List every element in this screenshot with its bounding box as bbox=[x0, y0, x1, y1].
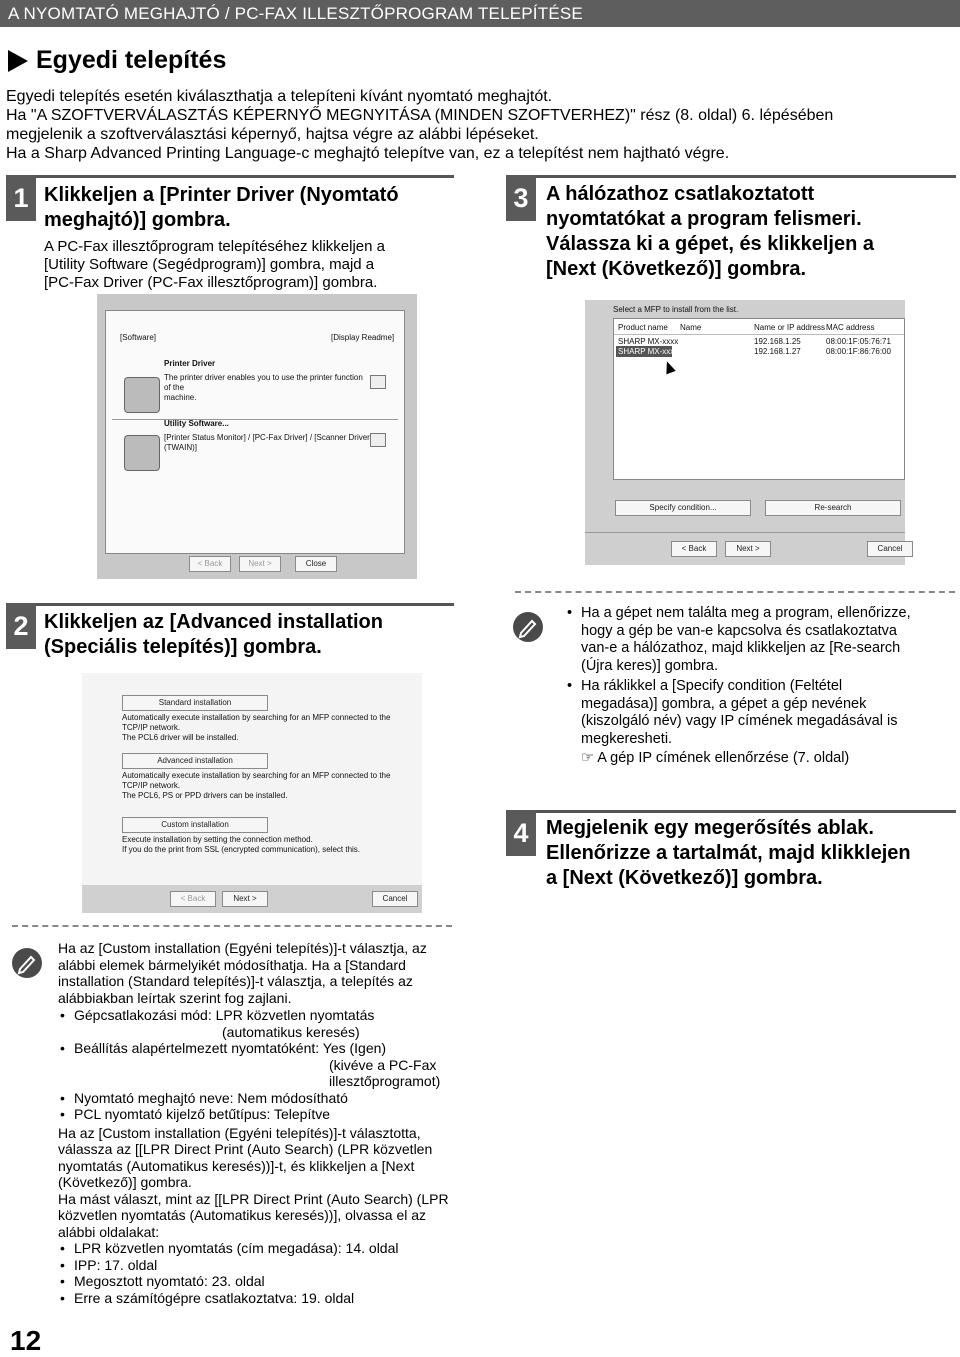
desc-line: The PCL6, PS or PPD drivers can be installed. bbox=[122, 791, 288, 800]
next-button[interactable]: Next > bbox=[239, 556, 281, 572]
readme-icon[interactable] bbox=[370, 375, 386, 389]
desc-line: Execute installation by setting the connection method. bbox=[122, 835, 313, 844]
note-bullet bbox=[58, 1040, 458, 1090]
cursor-icon bbox=[662, 360, 676, 375]
readme-icon[interactable] bbox=[370, 433, 386, 447]
note-bullet bbox=[565, 605, 955, 675]
step-title bbox=[44, 183, 454, 233]
step-number: 3 bbox=[506, 175, 536, 221]
note-line: • PCL nyomtató kijelző betűtípus: Telepítve bbox=[74, 1106, 331, 1122]
step-title-line: A hálózathoz csatlakoztatott bbox=[546, 183, 815, 205]
page-reference[interactable] bbox=[565, 750, 955, 768]
intro-paragraph bbox=[6, 87, 951, 163]
step-title bbox=[546, 816, 956, 891]
note-line: hogy a gép be van-e kapcsolva és csatlakoztatva bbox=[581, 622, 897, 639]
triangle-icon bbox=[8, 50, 28, 72]
close-button[interactable]: Close bbox=[295, 556, 337, 572]
note-line: (kiszolgáló név) vagy IP címének megadásával is bbox=[581, 713, 898, 729]
step-title-line: Ellenőrizze a tartalmát, majd klikklejen bbox=[546, 842, 911, 864]
step-title bbox=[44, 610, 454, 660]
step-title-line: Klikkeljen az [Advanced installation bbox=[44, 611, 383, 633]
step-body-line: [Utility Software (Segédprogram)] gombra, majd a bbox=[44, 256, 375, 273]
utility-software-desc bbox=[164, 433, 374, 453]
desc-line: The printer driver enables you to use the printer function of the bbox=[164, 373, 363, 392]
printer-list[interactable] bbox=[613, 318, 905, 480]
row-product[interactable]: SHARP MX-xxxx bbox=[618, 347, 679, 356]
reference-text[interactable]: A gép IP címének ellenőrzése (7. oldal) bbox=[597, 750, 850, 766]
step-body-line: A PC-Fax illesztőprogram telepítéséhez klikkeljen a bbox=[44, 238, 385, 255]
page-link[interactable]: • Erre a számítógépre csatlakoztatva: 19. oldal bbox=[58, 1290, 458, 1307]
note-line: nyomtatás (Automatikus keresés))]-t, és klikkeljen a [Next bbox=[58, 1157, 415, 1174]
note-line: • Ha a gépet nem találta meg a program, ellenőrizze, bbox=[581, 605, 911, 621]
standard-installation-button[interactable]: Standard installation bbox=[122, 695, 268, 711]
step-number: 1 bbox=[6, 175, 36, 221]
header-divider bbox=[614, 334, 904, 335]
note-line: • Ha ráklikkel a [Specify condition (Feltétel bbox=[581, 678, 843, 694]
custom-desc bbox=[122, 835, 412, 855]
column-header[interactable]: Product name bbox=[618, 323, 668, 332]
step-title-line: [Next (Következő)] gombra. bbox=[546, 258, 807, 280]
section-title bbox=[8, 46, 226, 75]
divider bbox=[112, 419, 398, 420]
note-line: (Következő)] gombra. bbox=[58, 1174, 192, 1190]
note-block bbox=[58, 940, 458, 1306]
note-line: közvetlen nyomtatás (Automatikus keresés))], olvassa el az bbox=[58, 1207, 427, 1223]
note-line: megkeresheti. bbox=[581, 730, 673, 747]
note-line: megadása)] gombra, a gépet a gép nevének bbox=[581, 695, 867, 712]
desc-line: [Printer Status Monitor] / [PC-Fax Driver] / [Scanner Driver bbox=[164, 433, 370, 442]
note-line: alábbi oldalakat: bbox=[58, 1223, 160, 1240]
note-line: Ha az [Custom installation (Egyéni telepítés)]-t választja, az bbox=[58, 940, 427, 956]
note-line: (kivéve a PC-Fax bbox=[329, 1056, 437, 1073]
software-selection-screenshot bbox=[97, 294, 417, 579]
note-divider bbox=[515, 591, 955, 593]
note-block bbox=[565, 605, 955, 768]
dialog-panel bbox=[105, 310, 405, 554]
row-mac[interactable]: 08:00:1F:05:76:71 bbox=[826, 337, 891, 346]
step-title bbox=[546, 182, 956, 282]
page-link[interactable]: • IPP: 17. oldal bbox=[58, 1257, 458, 1274]
next-button[interactable]: Next > bbox=[725, 541, 771, 557]
step-number: 2 bbox=[6, 603, 36, 649]
step-rule bbox=[506, 810, 956, 813]
standard-desc bbox=[122, 713, 412, 743]
running-header: A NYOMTATÓ MEGHAJTÓ / PC-FAX ILLESZTŐPROGRAM TELEPÍTÉSE bbox=[0, 0, 960, 27]
note-line: illesztőprogramot) bbox=[329, 1073, 441, 1089]
step-number: 4 bbox=[506, 810, 536, 856]
note-bullet bbox=[58, 1090, 458, 1107]
step-rule bbox=[506, 175, 956, 178]
printer-driver-title[interactable]: Printer Driver bbox=[164, 359, 216, 368]
intro-line: Ha "A SZOFTVERVÁLASZTÁS KÉPERNYŐ MEGNYITÁSA (MINDEN SZOFTVERHEZ)" rész (8. oldal) 6. lépésében bbox=[6, 107, 834, 124]
page-number: 12 bbox=[10, 1325, 42, 1356]
pointing-hand-icon: ☞ bbox=[581, 750, 594, 766]
step-title-line: Megjelenik egy megerősítés ablak. bbox=[546, 817, 874, 839]
display-readme-link[interactable]: [Display Readme] bbox=[331, 333, 395, 342]
advanced-desc bbox=[122, 771, 412, 801]
note-line: (Újra keres)] gombra. bbox=[581, 657, 718, 674]
note-line: van-e a hálózathoz, majd klikkeljen az [Re-search bbox=[581, 640, 901, 656]
note-bullet bbox=[58, 1106, 458, 1123]
desc-line: Automatically execute installation by searching for an MFP connected to the TCP/IP network. bbox=[122, 771, 391, 790]
advanced-installation-button[interactable]: Advanced installation bbox=[122, 753, 268, 769]
custom-installation-button[interactable]: Custom installation bbox=[122, 817, 268, 833]
install-type-screenshot bbox=[82, 673, 422, 913]
note-bullet bbox=[58, 1007, 458, 1040]
desc-line: machine. bbox=[164, 393, 197, 402]
note-line: • Nyomtató meghajtó neve: Nem módosítható bbox=[74, 1089, 348, 1106]
page-link[interactable]: • Megosztott nyomtató: 23. oldal bbox=[58, 1273, 458, 1290]
step-title-line: meghajtó)] gombra. bbox=[44, 209, 231, 231]
printer-driver-desc bbox=[164, 373, 364, 403]
list-caption: Select a MFP to install from the list. bbox=[613, 305, 739, 314]
step-body-line: [PC-Fax Driver (PC-Fax illesztőprogram)] gombra. bbox=[44, 274, 378, 291]
desc-line: (TWAIN)] bbox=[164, 443, 198, 452]
column-header[interactable]: Name or IP address bbox=[754, 323, 825, 332]
note-bullet bbox=[565, 678, 955, 748]
note-line: (automatikus keresés) bbox=[222, 1023, 360, 1040]
software-label: [Software] bbox=[120, 333, 157, 342]
column-header[interactable]: Name bbox=[680, 323, 702, 332]
note-line: Ha az [Custom installation (Egyéni telepítés)]-t választotta, bbox=[58, 1124, 421, 1141]
row-mac[interactable]: 08:00:1F:86:76:00 bbox=[826, 347, 891, 356]
step-title-line: Klikkeljen a [Printer Driver (Nyomtató bbox=[44, 184, 399, 206]
dialog-panel bbox=[82, 673, 422, 885]
specify-condition-button[interactable]: Specify condition... bbox=[615, 500, 751, 516]
divider bbox=[585, 532, 905, 533]
page-link[interactable]: • LPR közvetlen nyomtatás (cím megadása): 14. oldal bbox=[58, 1240, 458, 1257]
step-title-line: Válassza ki a gépet, és klikkeljen a bbox=[546, 233, 874, 255]
note-paragraph bbox=[58, 1125, 458, 1191]
desc-line: The PCL6 driver will be installed. bbox=[122, 733, 239, 742]
intro-line: megjelenik a szoftverválasztási képernyő, hajtsa végre az alábbi lépéseket. bbox=[6, 126, 539, 143]
note-line: • Gépcsatlakozási mód: LPR közvetlen nyomtatás bbox=[74, 1007, 375, 1023]
note-line: Ha mást választ, mint az [[LPR Direct Print (Auto Search) (LPR bbox=[58, 1190, 449, 1207]
column-header[interactable]: MAC address bbox=[826, 323, 875, 332]
step-title-line: nyomtatókat a program felismeri. bbox=[546, 208, 862, 230]
pencil-note-icon bbox=[513, 612, 543, 642]
row-ip[interactable]: 192.168.1.27 bbox=[754, 347, 801, 356]
row-ip[interactable]: 192.168.1.25 bbox=[754, 337, 801, 346]
back-button[interactable]: < Back bbox=[671, 541, 717, 557]
back-button[interactable]: < Back bbox=[189, 556, 231, 572]
note-line: • Beállítás alapértelmezett nyomtatóként: Yes (Igen) bbox=[74, 1040, 387, 1056]
intro-line: Egyedi telepítés esetén kiválaszthatja a telepíteni kívánt nyomtató meghajtót. bbox=[6, 88, 553, 105]
re-search-button[interactable]: Re-search bbox=[765, 500, 901, 516]
step-rule bbox=[6, 603, 454, 606]
note-line: alábbi elemek bármelyikét módosíthatja. Ha a [Standard bbox=[58, 956, 406, 973]
step-title-line: a [Next (Következő)] gombra. bbox=[546, 867, 823, 889]
step-title-line: (Speciális telepítés)] gombra. bbox=[44, 636, 322, 658]
printer-icon[interactable] bbox=[124, 377, 160, 413]
note-paragraph bbox=[58, 1191, 458, 1241]
note-divider bbox=[12, 925, 452, 927]
section-title-text: Egyedi telepítés bbox=[36, 46, 227, 74]
desc-line: Automatically execute installation by searching for an MFP connected to the TCP/IP network. bbox=[122, 713, 391, 732]
note-line: installation (Standard telepítés)]-t választja, a telepítés az bbox=[58, 973, 413, 989]
desc-line: If you do the print from SSL (encrypted communication), select this. bbox=[122, 845, 361, 854]
pencil-note-icon bbox=[12, 948, 42, 978]
cancel-button[interactable]: Cancel bbox=[372, 891, 418, 907]
step-rule bbox=[6, 175, 454, 178]
step-body bbox=[44, 238, 454, 292]
next-button[interactable]: Next > bbox=[222, 891, 268, 907]
row-product[interactable]: SHARP MX-xxxx bbox=[618, 337, 679, 346]
note-line: alábbiakban leírtak szerint fog zajlani. bbox=[58, 989, 292, 1006]
utility-software-title[interactable]: Utility Software... bbox=[164, 419, 229, 428]
cancel-button[interactable]: Cancel bbox=[867, 541, 913, 557]
note-line: válassza az [[LPR Direct Print (Auto Search) (LPR közvetlen bbox=[58, 1141, 433, 1157]
utility-software-icon[interactable] bbox=[124, 435, 160, 471]
intro-line: Ha a Sharp Advanced Printing Language-c meghajtó telepítve van, ez a telepítést nem hajtható végre. bbox=[6, 145, 730, 162]
printer-search-screenshot bbox=[585, 300, 905, 565]
back-button[interactable]: < Back bbox=[170, 891, 216, 907]
